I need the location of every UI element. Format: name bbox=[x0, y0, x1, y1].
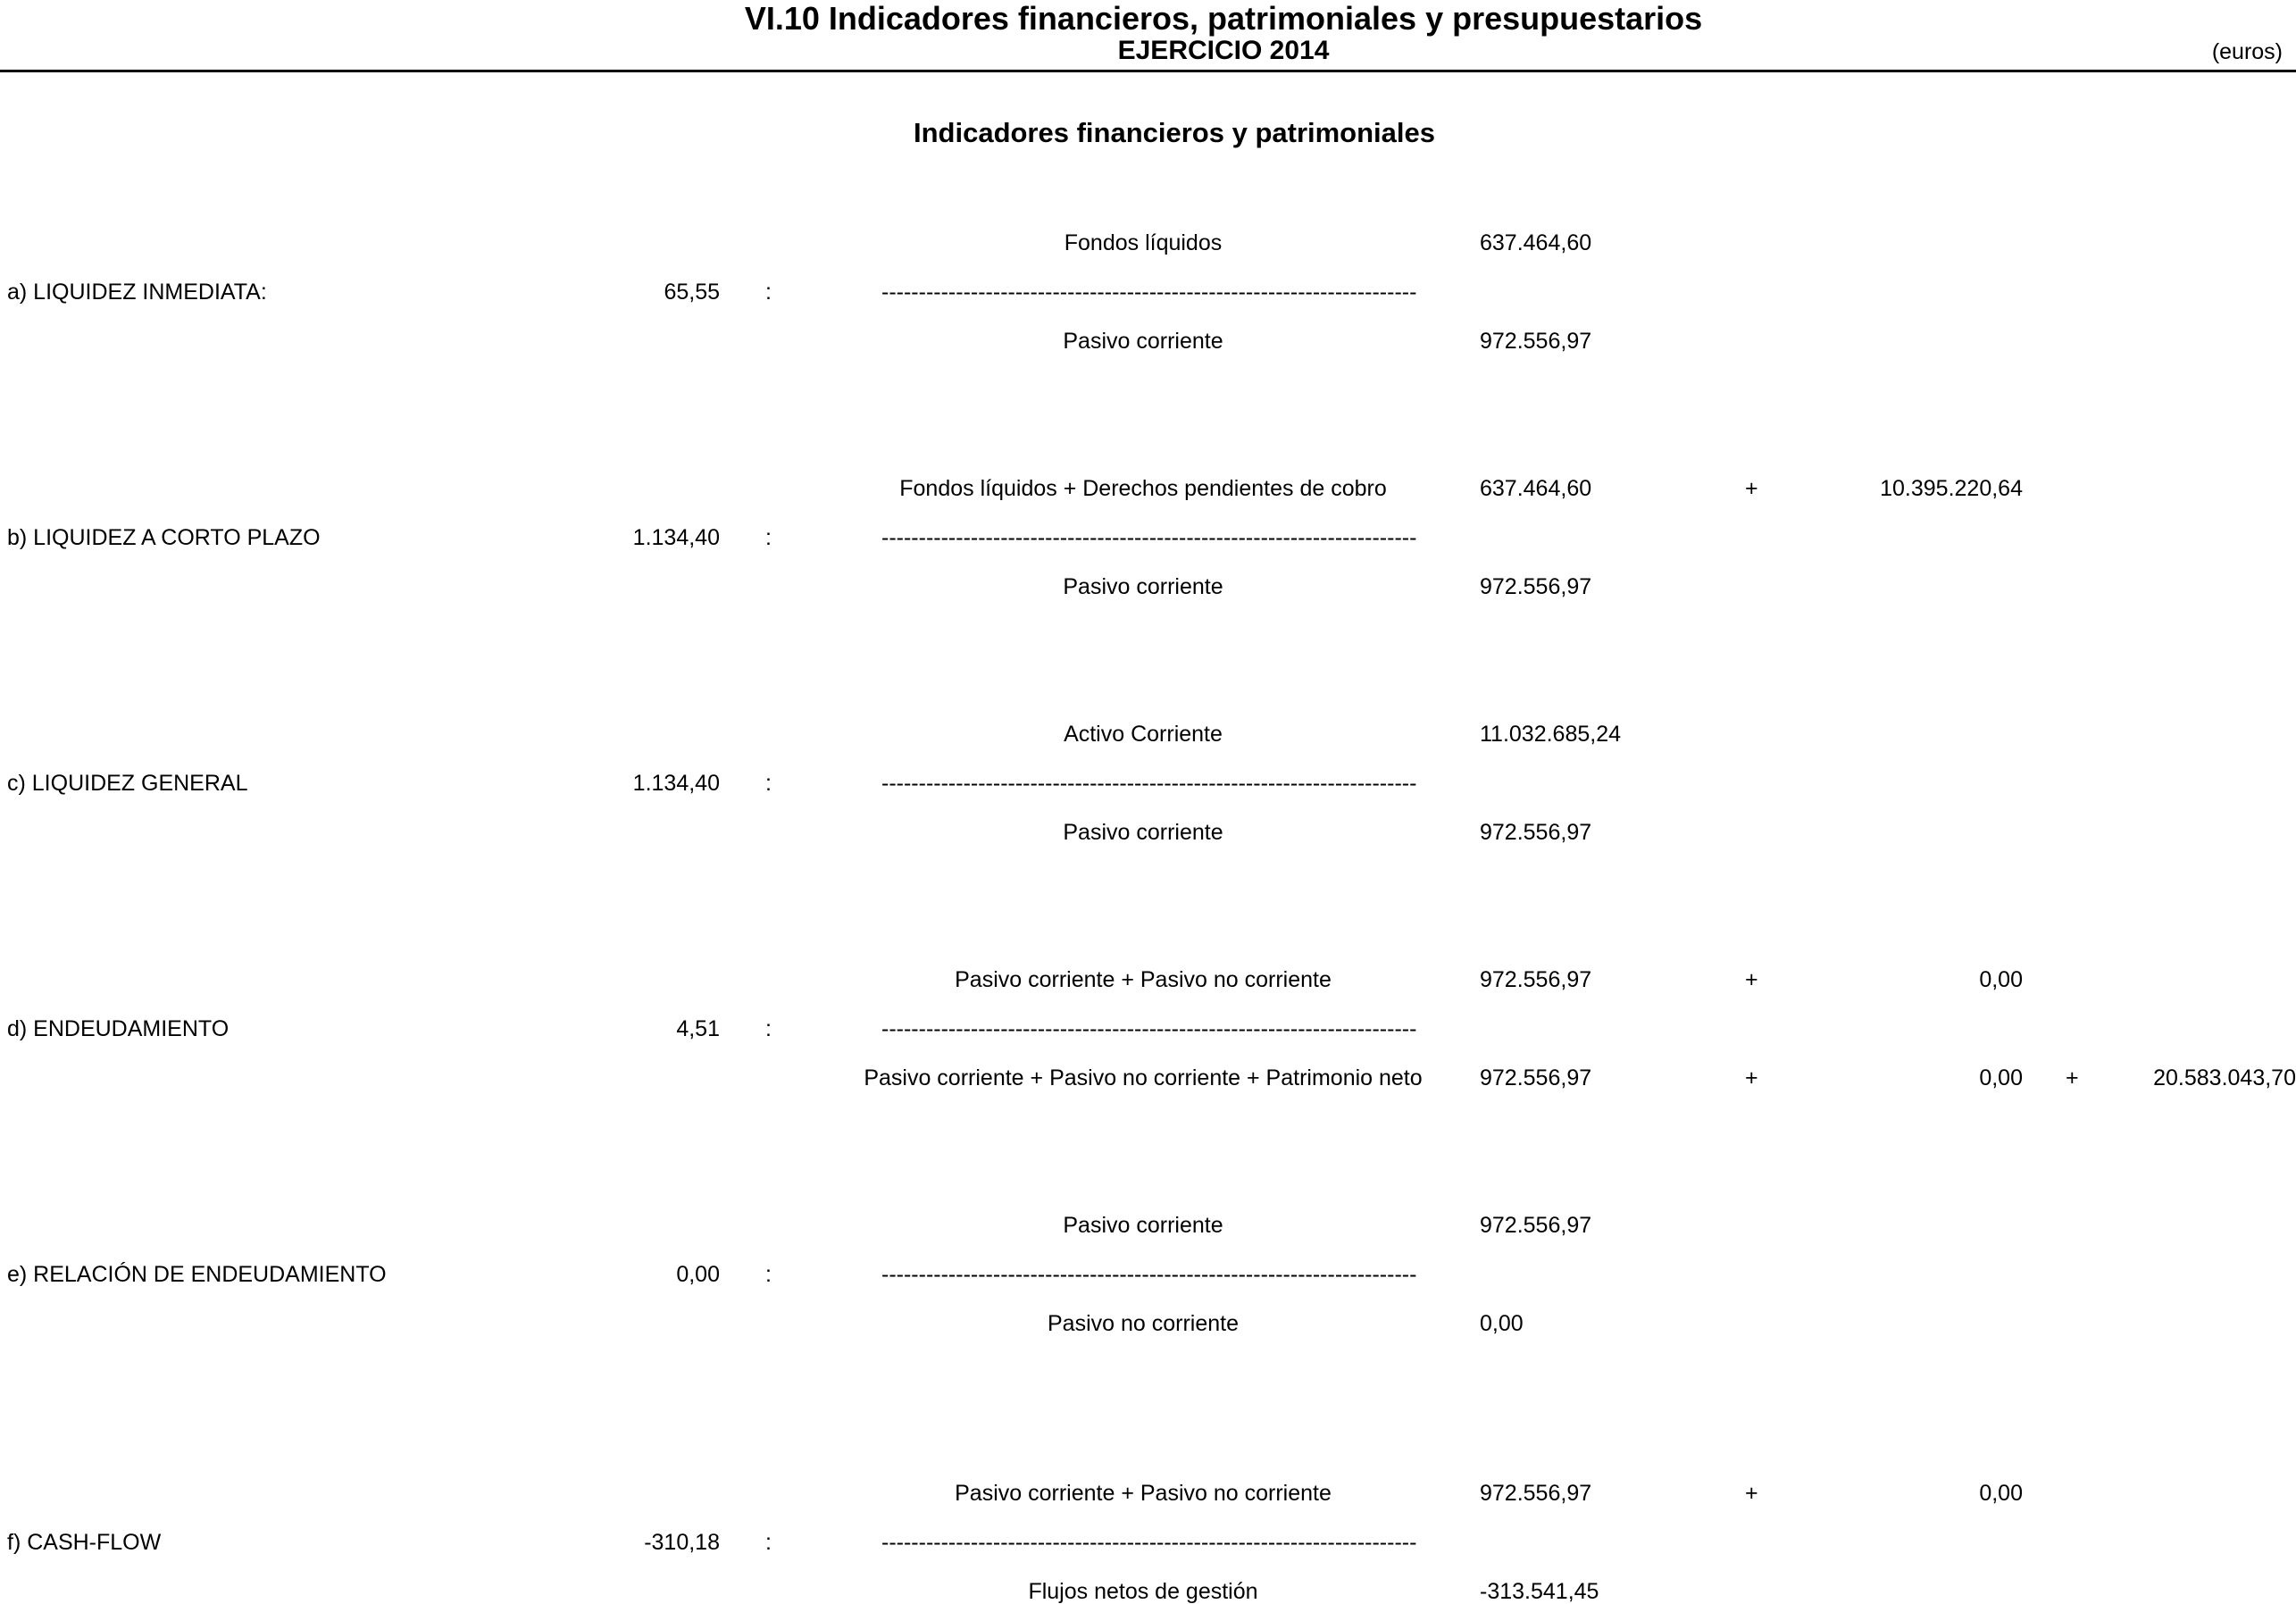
numerator-value-1: 972.556,97 bbox=[1480, 967, 1592, 992]
numerator-value-2: 10.395.220,64 bbox=[1880, 476, 2023, 501]
page-title: VI.10 Indicadores financieros, patrimoniales y presupuestarios bbox=[744, 0, 1703, 37]
indicator-colon: : bbox=[765, 1016, 772, 1041]
indicator-label: e) RELACIÓN DE ENDEUDAMIENTO bbox=[7, 1262, 387, 1287]
numerator-label: Pasivo corriente + Pasivo no corriente bbox=[955, 967, 1332, 992]
denominator-label: Flujos netos de gestión bbox=[1028, 1579, 1258, 1604]
numerator-operator-1: + bbox=[1745, 967, 1758, 992]
denominator-value-1: 972.556,97 bbox=[1480, 329, 1592, 354]
denominator-operator-2: + bbox=[2066, 1065, 2079, 1090]
indicator-label: f) CASH-FLOW bbox=[7, 1530, 162, 1555]
indicator-colon: : bbox=[765, 1262, 772, 1287]
indicator-value: 65,55 bbox=[664, 280, 720, 305]
fraction-bar: ------------------------------------------------------------------------ bbox=[881, 525, 1417, 550]
fiscal-year: EJERCICIO 2014 bbox=[1117, 36, 1330, 65]
indicator-colon: : bbox=[765, 280, 772, 305]
denominator-label: Pasivo corriente bbox=[1063, 820, 1223, 845]
numerator-operator-1: + bbox=[1745, 476, 1758, 501]
numerator-value-1: 11.032.685,24 bbox=[1480, 722, 1622, 747]
fraction-bar: ------------------------------------------------------------------------ bbox=[881, 1016, 1417, 1041]
numerator-value-2: 0,00 bbox=[1979, 1481, 2023, 1506]
indicator-value: 4,51 bbox=[676, 1016, 720, 1041]
numerator-label: Activo Corriente bbox=[1064, 722, 1223, 747]
denominator-label: Pasivo corriente bbox=[1063, 329, 1223, 354]
fraction-bar: ------------------------------------------------------------------------ bbox=[881, 771, 1417, 796]
indicator-label: a) LIQUIDEZ INMEDIATA: bbox=[7, 280, 267, 305]
indicator-colon: : bbox=[765, 525, 772, 550]
denominator-operator-1: + bbox=[1745, 1065, 1758, 1090]
denominator-value-3: 20.583.043,70 bbox=[2153, 1065, 2296, 1090]
denominator-value-1: 972.556,97 bbox=[1480, 574, 1592, 599]
indicator-value: 0,00 bbox=[676, 1262, 720, 1287]
indicator-label: b) LIQUIDEZ A CORTO PLAZO bbox=[7, 525, 321, 550]
indicator-colon: : bbox=[765, 771, 772, 796]
denominator-label: Pasivo corriente bbox=[1063, 574, 1223, 599]
denominator-value-1: 972.556,97 bbox=[1480, 1065, 1592, 1090]
denominator-value-1: 972.556,97 bbox=[1480, 820, 1592, 845]
indicator-colon: : bbox=[765, 1530, 772, 1555]
denominator-label: Pasivo no corriente bbox=[1047, 1311, 1239, 1336]
numerator-value-2: 0,00 bbox=[1979, 967, 2023, 992]
indicator-value: 1.134,40 bbox=[632, 771, 720, 796]
indicator-label: c) LIQUIDEZ GENERAL bbox=[7, 771, 248, 796]
denominator-value-2: 0,00 bbox=[1979, 1065, 2023, 1090]
numerator-label: Pasivo corriente bbox=[1063, 1213, 1223, 1238]
fraction-bar: ------------------------------------------------------------------------ bbox=[881, 280, 1417, 305]
denominator-label: Pasivo corriente + Pasivo no corriente + Patrimonio neto bbox=[864, 1065, 1423, 1090]
currency-units: (euros) bbox=[2211, 39, 2283, 64]
fraction-bar: ------------------------------------------------------------------------ bbox=[881, 1530, 1417, 1555]
section-title: Indicadores financieros y patrimoniales bbox=[913, 117, 1436, 148]
numerator-label: Fondos líquidos bbox=[1064, 230, 1223, 255]
fraction-bar: ------------------------------------------------------------------------ bbox=[881, 1262, 1417, 1287]
indicator-value: 1.134,40 bbox=[632, 525, 720, 550]
denominator-value-1: -313.541,45 bbox=[1480, 1579, 1599, 1604]
indicator-value: -310,18 bbox=[644, 1530, 720, 1555]
numerator-value-1: 637.464,60 bbox=[1480, 476, 1592, 501]
indicator-label: d) ENDEUDAMIENTO bbox=[7, 1016, 230, 1041]
numerator-operator-1: + bbox=[1745, 1481, 1758, 1506]
numerator-label: Fondos líquidos + Derechos pendientes de cobro bbox=[899, 476, 1387, 501]
header-divider bbox=[0, 70, 2296, 72]
denominator-value-1: 0,00 bbox=[1480, 1311, 1524, 1336]
numerator-value-1: 637.464,60 bbox=[1480, 230, 1592, 255]
numerator-value-1: 972.556,97 bbox=[1480, 1481, 1592, 1506]
numerator-label: Pasivo corriente + Pasivo no corriente bbox=[955, 1481, 1332, 1506]
numerator-value-1: 972.556,97 bbox=[1480, 1213, 1592, 1238]
